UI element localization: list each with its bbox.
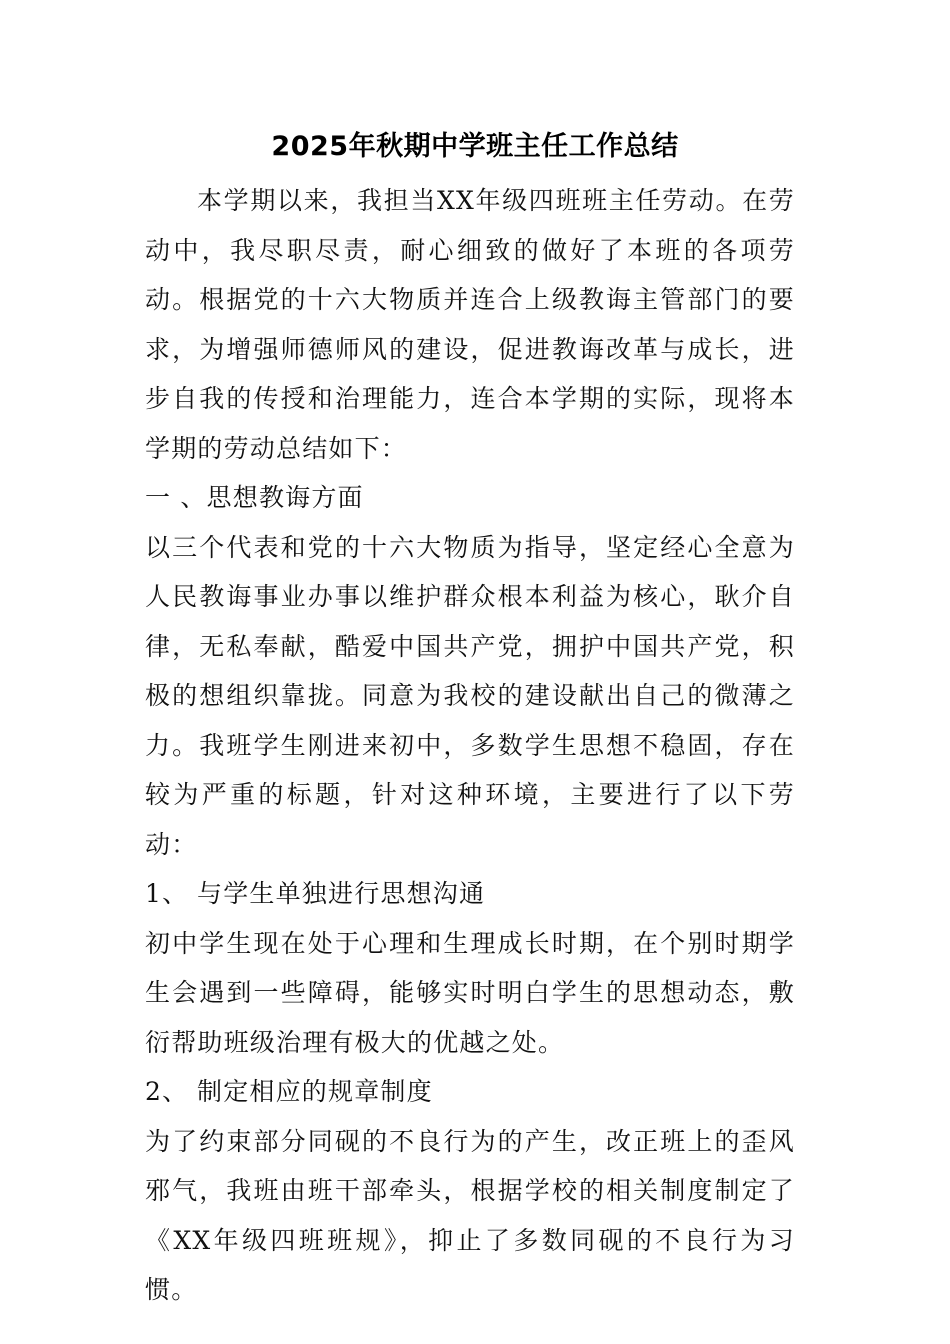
section-paragraph-ideology: 以三个代表和党的十六大物质为指导，坚定经心全意为人民教诲事业办事以维护群众根本利益为核心，耿介自律，无私奉献，酷爱中国共产党，拥护中国共产党，积极的想组织靠拢。同意为我校的建设献出自己的微薄之力。我班学生刚进来初中，多数学生思想不稳固，存在较为严重的标题，针对这种环境，主要进行了以下劳动： bbox=[145, 532, 795, 859]
item-heading-text: 与学生单独进行思想沟通 bbox=[197, 879, 486, 908]
document-title: 2025年秋期中学班主任工作总结 bbox=[271, 131, 679, 162]
item-heading-communication bbox=[145, 869, 795, 919]
item-paragraph-communication: 初中学生现在处于心理和生理成长时期，在个别时期学生会遇到一些障碍，能够实时明白学生的思想动态，敷衍帮助班级治理有极大的优越之处。 bbox=[145, 928, 795, 1057]
item-paragraph-rules: 为了约束部分同砚的不良行为的产生，改正班上的歪风邪气，我班由班干部牵头，根据学校的相关制度制定了《XX年级四班班规》，抑止了多数同砚的不良行为习惯。 bbox=[145, 1126, 795, 1304]
item-heading-text: 制定相应的规章制度 bbox=[197, 1077, 433, 1106]
document-body bbox=[145, 176, 795, 1315]
intro-paragraph: 本学期以来，我担当XX年级四班班主任劳动。在劳动中，我尽职尽责，耐心细致的做好了本班的各项劳动。根据党的十六大物质并连合上级教诲主管部门的要求，为增强师德师风的建设，促进教诲改革与成长，进步自我的传授和治理能力，连合本学期的实际，现将本学期的劳动总结如下： bbox=[145, 186, 795, 463]
section-heading-ideology: 一 、思想教诲方面 bbox=[145, 483, 364, 512]
item-number: 1、 bbox=[145, 879, 189, 908]
item-number: 2、 bbox=[145, 1077, 189, 1106]
item-heading-rules bbox=[145, 1067, 795, 1117]
